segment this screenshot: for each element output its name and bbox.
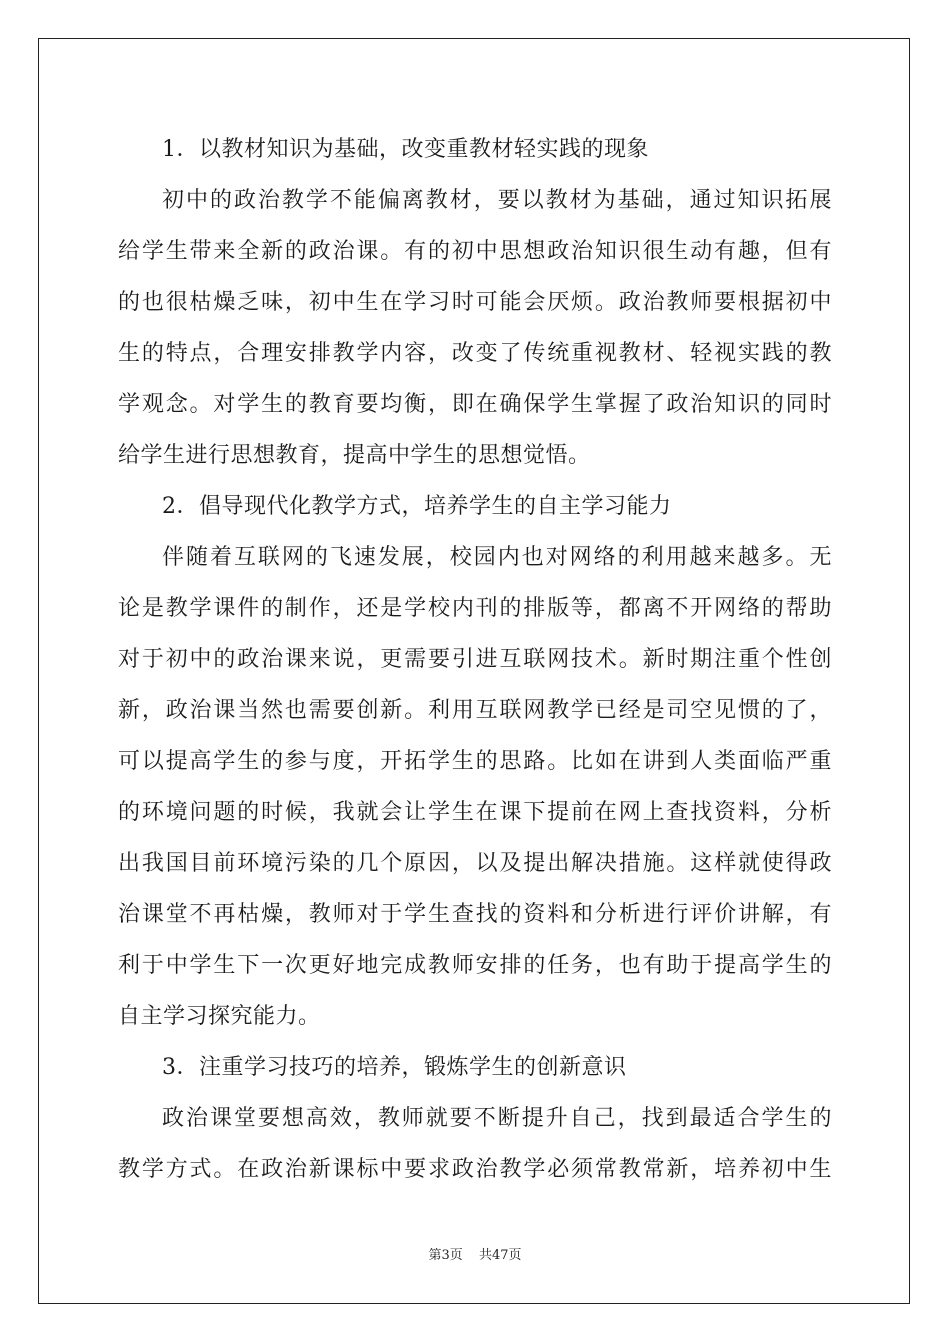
- text-line: 出我国目前环境污染的几个原因，以及提出解决措施。这样就使得政: [118, 851, 832, 876]
- text-line: 自主学习探究能力。: [118, 1004, 321, 1029]
- text-line: 论是教学课件的制作，还是学校内刊的排版等，都离不开网络的帮助: [118, 596, 832, 621]
- text-line: 初中的政治教学不能偏离教材，要以教材为基础，通过知识拓展: [162, 188, 832, 213]
- text-line: 政治课堂要想高效，教师就要不断提升自己，找到最适合学生的: [162, 1106, 832, 1131]
- text-line: 学观念。对学生的教育要均衡，即在确保学生掌握了政治知识的同时: [118, 392, 832, 417]
- text-line: 新，政治课当然也需要创新。利用互联网教学已经是司空见惯的了，: [118, 698, 832, 723]
- text-line: 生的特点，合理安排教学内容，改变了传统重视教材、轻视实践的教: [118, 341, 832, 366]
- text-line: 的环境问题的时候，我就会让学生在课下提前在网上查找资料，分析: [118, 800, 832, 825]
- text-line: 治课堂不再枯燥，教师对于学生查找的资料和分析进行评价讲解，有: [118, 902, 832, 927]
- text-line: 利于中学生下一次更好地完成教师安排的任务，也有助于提高学生的: [118, 953, 832, 978]
- document-body: [118, 124, 832, 1195]
- text-line: 伴随着互联网的飞速发展，校园内也对网络的利用越来越多。无: [162, 545, 832, 570]
- page-total: 共47页: [478, 1248, 522, 1263]
- section-heading: 2．倡导现代化教学方式，培养学生的自主学习能力: [162, 494, 672, 519]
- text-line: 的也很枯燥乏味，初中生在学习时可能会厌烦。政治教师要根据初中: [118, 290, 832, 315]
- section-heading: 1．以教材知识为基础，改变重教材轻实践的现象: [162, 137, 649, 162]
- text-line: 教学方式。在政治新课标中要求政治教学必须常教常新，培养初中生: [118, 1157, 832, 1182]
- page-number: 第3页: [428, 1248, 463, 1263]
- text-line: 对于初中的政治课来说，更需要引进互联网技术。新时期注重个性创: [118, 647, 832, 672]
- page-footer: [0, 1244, 950, 1263]
- text-line: 给学生进行思想教育，提高中学生的思想觉悟。: [118, 443, 591, 468]
- section-heading: 3．注重学习技巧的培养，锻炼学生的创新意识: [162, 1055, 627, 1080]
- text-line: 给学生带来全新的政治课。有的初中思想政治知识很生动有趣，但有: [118, 239, 832, 264]
- text-line: 可以提高学生的参与度，开拓学生的思路。比如在讲到人类面临严重: [118, 749, 832, 774]
